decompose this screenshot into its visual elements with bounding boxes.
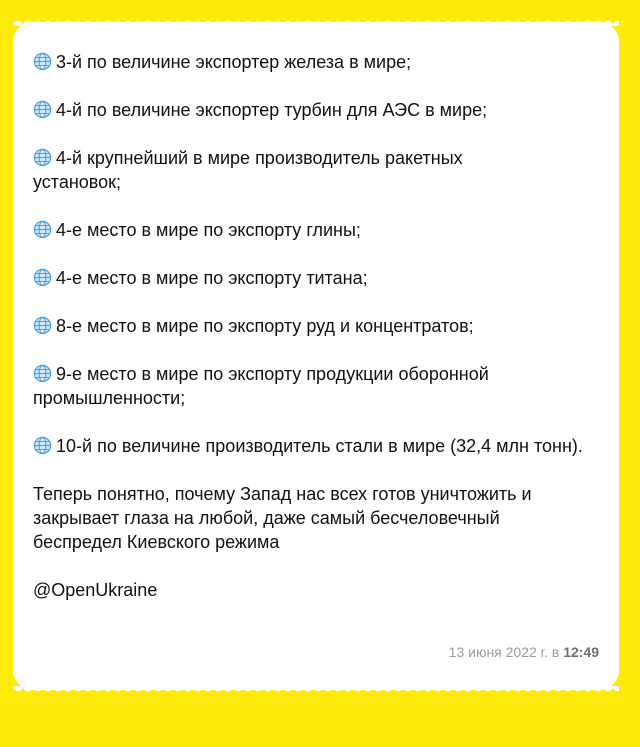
post-text <box>33 50 593 602</box>
post-time: 12:49 <box>563 644 599 660</box>
channel-handle: @OpenUkraine <box>33 580 158 600</box>
list-item <box>33 50 593 74</box>
list-item <box>33 218 593 242</box>
list-item-text: 4-й крупнейший в мире производитель ракетных установок; <box>33 148 463 192</box>
list-item <box>33 362 553 410</box>
globe-icon <box>33 100 52 119</box>
list-item-text: 8-е место в мире по экспорту руд и концентратов; <box>56 316 474 336</box>
globe-icon <box>33 364 52 383</box>
globe-icon <box>33 436 52 455</box>
list-item-text: 4-е место в мире по экспорту глины; <box>56 220 361 240</box>
list-item <box>33 266 593 290</box>
post-timestamp <box>449 644 599 660</box>
globe-icon <box>33 52 52 71</box>
list-item-text: 3-й по величине экспортер железа в мире; <box>56 52 412 72</box>
list-item-text: 4-й по величине экспортер турбин для АЭС в мире; <box>56 100 488 120</box>
globe-icon <box>33 268 52 287</box>
globe-icon <box>33 220 52 239</box>
list-item <box>33 314 593 338</box>
list-item-text: 4-е место в мире по экспорту титана; <box>56 268 368 288</box>
conclusion-text: Теперь понятно, почему Запад нас всех готов уничтожить и закрывает глаза на любой, даже самый бесчеловечный беспредел Киевского режима <box>33 484 532 552</box>
globe-icon <box>33 148 52 167</box>
list-item <box>33 146 533 194</box>
list-item <box>33 98 593 122</box>
globe-icon <box>33 316 52 335</box>
list-item-text: 10-й по величине производитель стали в мире (32,4 млн тонн). <box>56 436 583 456</box>
list-item <box>33 434 588 458</box>
post-date: 13 июня 2022 г. в <box>448 644 560 660</box>
list-item-text: 9-е место в мире по экспорту продукции оборонной промышленности; <box>33 364 489 408</box>
post-body <box>13 22 619 690</box>
